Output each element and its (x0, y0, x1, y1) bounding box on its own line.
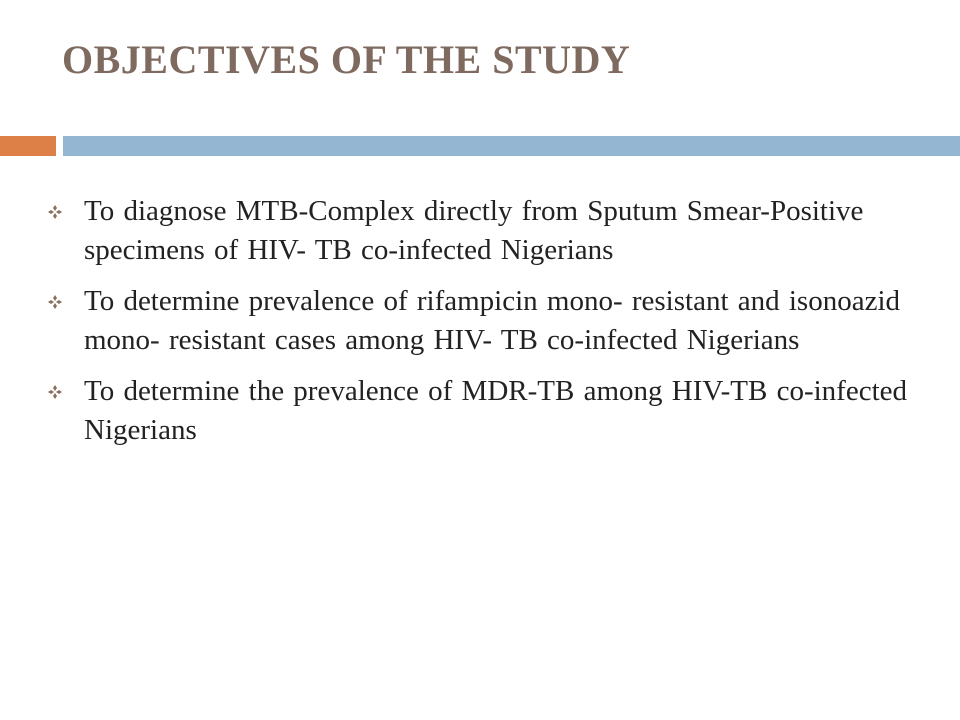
objective-text: To determine prevalence of rifampicin mono- resistant and isonoazid mono- resistant cases among HIV- TB co-infected Nigerians (84, 285, 901, 356)
list-item (30, 282, 930, 360)
list-item (30, 372, 930, 450)
accent-bar-right (63, 136, 960, 156)
diamond-quad-icon (48, 385, 62, 399)
diamond-quad-icon (48, 205, 62, 219)
objectives-list (30, 192, 930, 462)
objective-text: To determine the prevalence of MDR-TB among HIV-TB co-infected Nigerians (84, 375, 908, 446)
list-item (30, 192, 930, 270)
diamond-quad-icon (48, 295, 62, 309)
objective-text: To diagnose MTB-Complex directly from Sputum Smear-Positive specimens of HIV- TB co-infected Nigerians (84, 195, 864, 266)
slide-title: OBJECTIVES OF THE STUDY (62, 37, 631, 82)
accent-bar-left (0, 136, 56, 156)
